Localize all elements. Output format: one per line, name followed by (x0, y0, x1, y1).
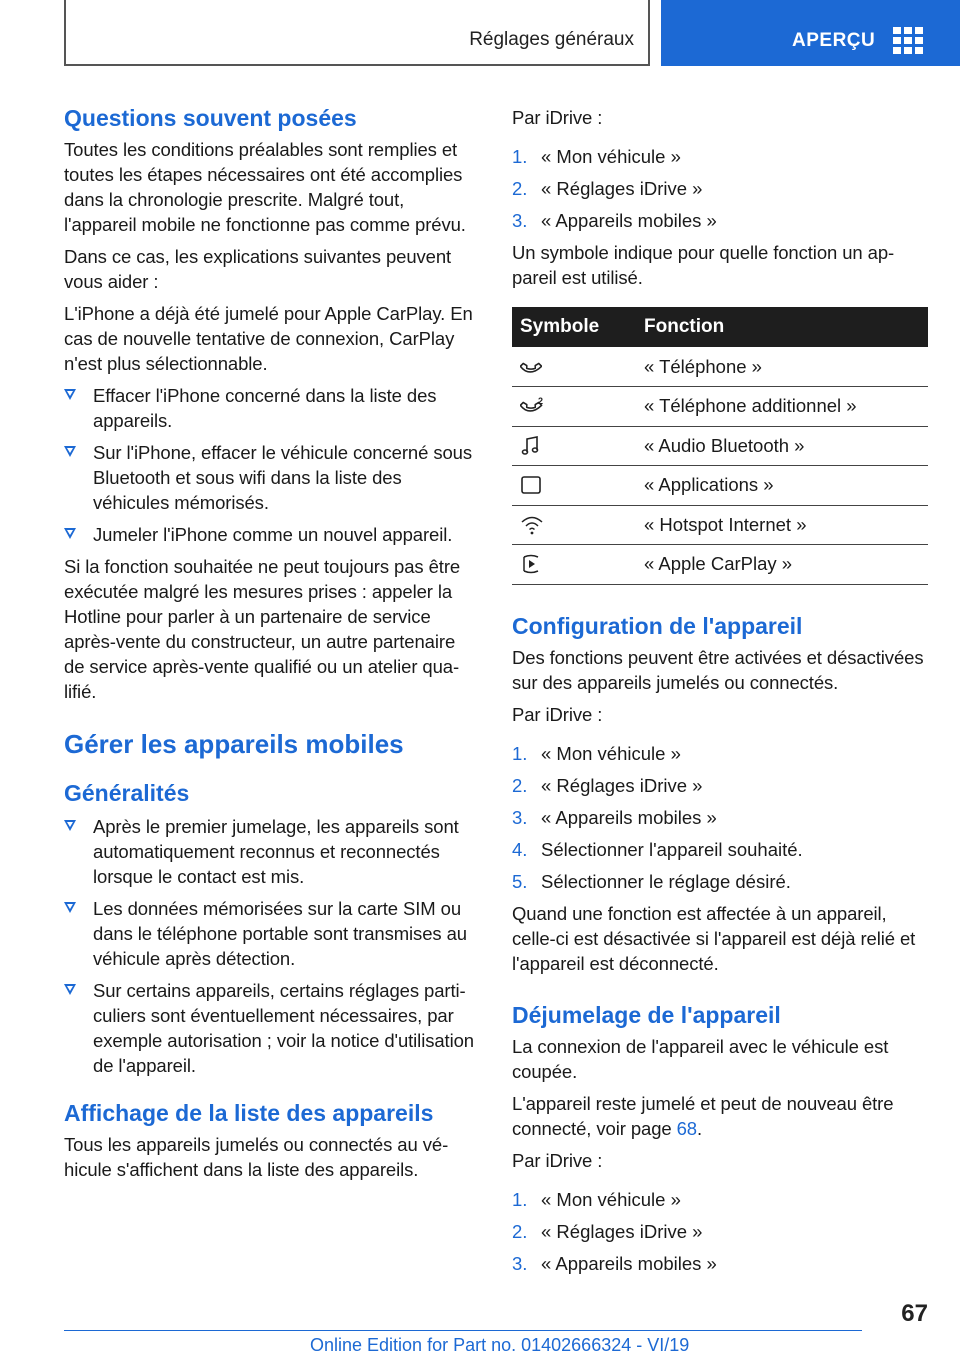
table-row (512, 545, 928, 585)
column-header-function: Fonction (630, 307, 928, 347)
table-row (512, 505, 928, 545)
overview-tab-label: APERÇU (792, 30, 876, 51)
list-item: 2. « Réglages iDrive » (512, 178, 703, 199)
table-cell-function: « Audio Bluetooth » (630, 426, 928, 466)
header-section-box (64, 0, 650, 66)
table-cell-function: « Applications » (630, 466, 928, 506)
list-item: 1. « Mon véhicule » (512, 742, 681, 764)
faq-paragraph: Dans ce cas, les explications suivantes peuvent vous aider : (64, 246, 452, 292)
unpair-paragraph: La connexion de l'appareil avec le véhicule est coupée. (512, 1035, 889, 1082)
table-row (512, 347, 928, 387)
idrive-intro: Par iDrive : (512, 107, 603, 128)
steps-list (512, 741, 928, 894)
music-note-icon (520, 435, 542, 457)
edition-text: Online Edition for Part no. 01402666324 - VI/19 (310, 1335, 690, 1355)
list-item: Jumeler l'iPhone comme un nouvel appareil. (64, 522, 480, 547)
faq-paragraph: Si la fonction souhaitée ne peut toujours pas être exécutée malgré les mesures prises : appeler la Hotline pour parler à un partenaire de service après-vente du constructeur, un autre partenaire de service après-vente qualifié ou un atelier qualifié. (64, 556, 461, 702)
device-list-title: Affichage de la liste des appareils (64, 1100, 434, 1126)
svg-text:2: 2 (538, 396, 544, 407)
list-item: 1. « Mon véhicule » (512, 146, 681, 167)
footer-divider (64, 1330, 862, 1331)
manage-devices-title: Gérer les appareils mobiles (64, 729, 404, 759)
faq-bullet-list (64, 383, 480, 547)
triangle-bullet-icon (64, 820, 76, 831)
device-list-paragraph: Tous les appareils jumelés ou connectés au véhicule s'affichent dans la liste des appareils. (64, 1134, 449, 1180)
list-item: 2. « Réglages iDrive » (512, 774, 703, 796)
table-cell-function: « Téléphone » (630, 347, 928, 387)
steps-list (512, 1187, 928, 1276)
unpair-title: Déjumelage de l'appareil (512, 1001, 781, 1028)
column-header-symbol: Symbole (512, 307, 630, 347)
list-item: 5. Sélectionner le réglage désiré. (512, 870, 791, 892)
table-row (512, 466, 928, 506)
list-item: Les données mémorisées sur la carte SIM ou dans le téléphone portable sont transmises au véhicule après détection. (64, 896, 480, 971)
table-cell-function: « Hotspot Internet » (630, 505, 928, 545)
overview-tab[interactable] (661, 0, 960, 66)
symbol-table (512, 307, 928, 585)
table-header-row (512, 307, 928, 347)
list-item: Après le premier jumelage, les appareils sont automatiquement reconnus et reconnectés lorsque le contact est mis. (64, 814, 480, 889)
idrive-intro: Par iDrive : (512, 1149, 603, 1171)
app-square-icon (520, 474, 542, 496)
steps-list (512, 144, 928, 233)
faq-paragraph: Toutes les conditions préalables sont remplies et toutes les étapes nécessaires ont été accomplies dans la chronologie prescrite. Malgré tout, l'appareil mobile ne fonctionne pas comme prévu. (64, 139, 466, 235)
grid-icon (893, 27, 923, 53)
triangle-bullet-icon (64, 902, 76, 913)
device-config-title: Configuration de l'appareil (512, 612, 803, 639)
general-title: Généralités (64, 780, 190, 806)
triangle-bullet-icon (64, 528, 76, 539)
list-item: Sur certains appareils, certains réglages particuliers sont éventuellement nécessaires, par exemple autorisation ; voir la notice d'utilisation de l'appareil. (64, 978, 480, 1078)
table-cell-function: « Apple CarPlay » (630, 545, 928, 585)
list-item: 2. « Réglages iDrive » (512, 1220, 703, 1242)
config-paragraph: Quand une fonction est affectée à un appareil, celle-ci est désactivée si l'appareil est déjà relié et l'appareil est déconnecté. (512, 902, 916, 974)
list-item: Effacer l'iPhone concerné dans la liste des appareils. (64, 383, 480, 433)
wifi-icon (520, 514, 544, 536)
triangle-bullet-icon (64, 984, 76, 995)
phone-2-icon (520, 395, 546, 417)
unpair-paragraph: L'appareil reste jumelé et peut de nouveau être connecté, voir page 68. (512, 1092, 894, 1139)
list-item: 4. Sélectionner l'appareil souhaité. (512, 838, 803, 860)
left-column (64, 100, 480, 1182)
carplay-icon (520, 553, 542, 575)
section-title: Réglages généraux (469, 29, 634, 50)
symbol-intro: Un symbole indique pour quelle fonction un appareil est utilisé. (512, 242, 895, 288)
triangle-bullet-icon (64, 446, 76, 457)
table-row (512, 426, 928, 466)
table-row (512, 387, 928, 427)
page-number: 67 (901, 1300, 928, 1327)
list-item: 3. « Appareils mobiles » (512, 210, 717, 231)
list-item: 1. « Mon véhicule » (512, 1188, 681, 1210)
list-item: 3. « Appareils mobiles » (512, 806, 717, 828)
idrive-intro: Par iDrive : (512, 703, 603, 725)
list-item: Sur l'iPhone, effacer le véhicule concerné sous Bluetooth et sous wifi dans la liste des véhicules mémorisés. (64, 440, 480, 515)
faq-paragraph: L'iPhone a déjà été jumelé pour Apple CarPlay. En cas de nouvelle tentative de connexion, CarPlay n'est plus sélectionnable. (64, 303, 473, 374)
faq-title: Questions souvent posées (64, 105, 357, 131)
page-reference-link[interactable]: 68 (676, 1117, 697, 1139)
table-cell-function: « Téléphone additionnel » (630, 387, 928, 427)
triangle-bullet-icon (64, 389, 76, 400)
phone-icon (520, 356, 542, 378)
list-item: 3. « Appareils mobiles » (512, 1252, 717, 1274)
config-paragraph: Des fonctions peuvent être activées et désactivées sur des appareils jumelés ou connectés. (512, 646, 924, 693)
general-bullet-list (64, 814, 480, 1078)
right-column (512, 100, 928, 1276)
